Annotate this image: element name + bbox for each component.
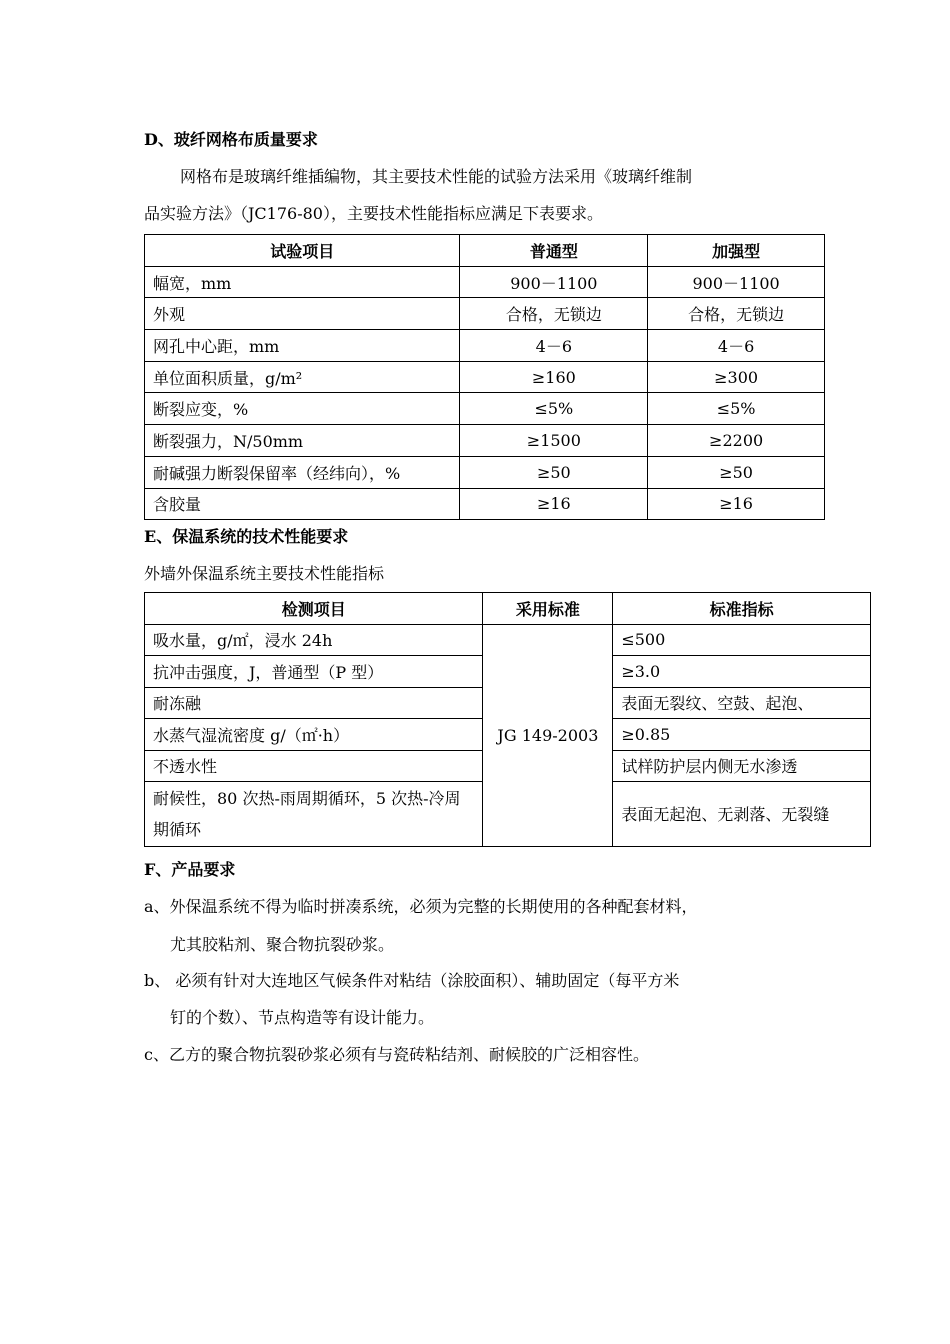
table-row: [145, 456, 825, 488]
section-f-heading: F、产品要求: [144, 860, 236, 879]
table-row: [145, 298, 825, 330]
table-cell: 合格，无锁边: [460, 298, 648, 330]
item-a-line1: a、外保温系统不得为临时拼凑系统，必须为完整的长期使用的各种配套材料，: [144, 897, 698, 916]
table-row: [145, 624, 871, 656]
table-cell: 单位面积质量，g/m²: [145, 361, 460, 393]
table-cell: 耐候性，80 次热-雨周期循环，5 次热-冷周期循环: [145, 782, 483, 847]
table-cell: 耐碱强力断裂保留率（经纬向），%: [145, 456, 460, 488]
table-cell: ≥50: [648, 456, 825, 488]
table-cell: ≥300: [648, 361, 825, 393]
table-cell: ≤5%: [648, 393, 825, 425]
table-cell: 外观: [145, 298, 460, 330]
item-c-line1: c、乙方的聚合物抗裂砂浆必须有与瓷砖粘结剂、耐候胶的广泛相容性。: [144, 1045, 649, 1064]
table-cell: 不透水性: [145, 750, 483, 782]
table-cell: 含胶量: [145, 488, 460, 520]
table-cell: ≥16: [460, 488, 648, 520]
section-e-heading: E、保温系统的技术性能要求: [144, 527, 349, 546]
table-cell: 网孔中心距，mm: [145, 330, 460, 362]
table-cell: ≥0.85: [613, 719, 871, 751]
table-cell: 水蒸气湿流密度 g/（㎡·h）: [145, 719, 483, 751]
table-cell: 断裂强力，N/50mm: [145, 425, 460, 457]
table-cell: 900－1100: [648, 266, 825, 298]
section-d-para-line2: 品实验方法》（JC176-80），主要技术性能指标应满足下表要求。: [144, 204, 603, 223]
item-a-line2: 尤其胶粘剂、聚合物抗裂砂浆。: [170, 935, 395, 954]
table-cell: ≥2200: [648, 425, 825, 457]
item-b-line2: 钉的个数）、节点构造等有设计能力。: [170, 1008, 435, 1027]
table-cell: 900－1100: [460, 266, 648, 298]
table-header-row: [145, 235, 825, 267]
section-d-para-line1: 网格布是玻璃纤维插编物，其主要技术性能的试验方法采用《玻璃纤维制: [180, 167, 693, 186]
table-header-row: [145, 593, 871, 625]
table-cell: 试样防护层内侧无水渗透: [613, 750, 871, 782]
insulation-system-table: [144, 592, 871, 847]
table-cell: ≥50: [460, 456, 648, 488]
column-header: 普通型: [460, 235, 648, 267]
section-d-heading: D、玻纤网格布质量要求: [144, 130, 318, 149]
table-cell: 4－6: [460, 330, 648, 362]
table-cell: 耐冻融: [145, 687, 483, 719]
standard-cell: JG 149-2003: [483, 624, 613, 847]
table-cell: 表面无起泡、无剥落、无裂缝: [613, 782, 871, 847]
table-row: [145, 330, 825, 362]
table-row: [145, 266, 825, 298]
column-header: 采用标准: [483, 593, 613, 625]
table-cell: ≤500: [613, 624, 871, 656]
table-cell: 抗冲击强度，J，普通型（P 型）: [145, 656, 483, 688]
column-header: 试验项目: [145, 235, 460, 267]
table-cell: ≥160: [460, 361, 648, 393]
column-header: 检测项目: [145, 593, 483, 625]
table-cell: 吸水量，g/㎡，浸水 24h: [145, 624, 483, 656]
table-cell: ≥1500: [460, 425, 648, 457]
table-cell: 断裂应变，%: [145, 393, 460, 425]
item-b-line1: b、 必须有针对大连地区气候条件对粘结（涂胶面积）、辅助固定（每平方米: [144, 971, 680, 990]
table-cell: ≤5%: [460, 393, 648, 425]
table-cell: ≥16: [648, 488, 825, 520]
column-header: 加强型: [648, 235, 825, 267]
table-row: [145, 393, 825, 425]
table-cell: ≥3.0: [613, 656, 871, 688]
table-cell: 幅宽，mm: [145, 266, 460, 298]
column-header: 标准指标: [613, 593, 871, 625]
section-e-subtitle: 外墙外保温系统主要技术性能指标: [144, 564, 385, 583]
table-row: [145, 425, 825, 457]
mesh-quality-table: [144, 234, 825, 520]
table-row: [145, 361, 825, 393]
table-cell: 合格，无锁边: [648, 298, 825, 330]
table-row: [145, 488, 825, 520]
table-cell: 表面无裂纹、空鼓、起泡、: [613, 687, 871, 719]
table-cell: 4－6: [648, 330, 825, 362]
